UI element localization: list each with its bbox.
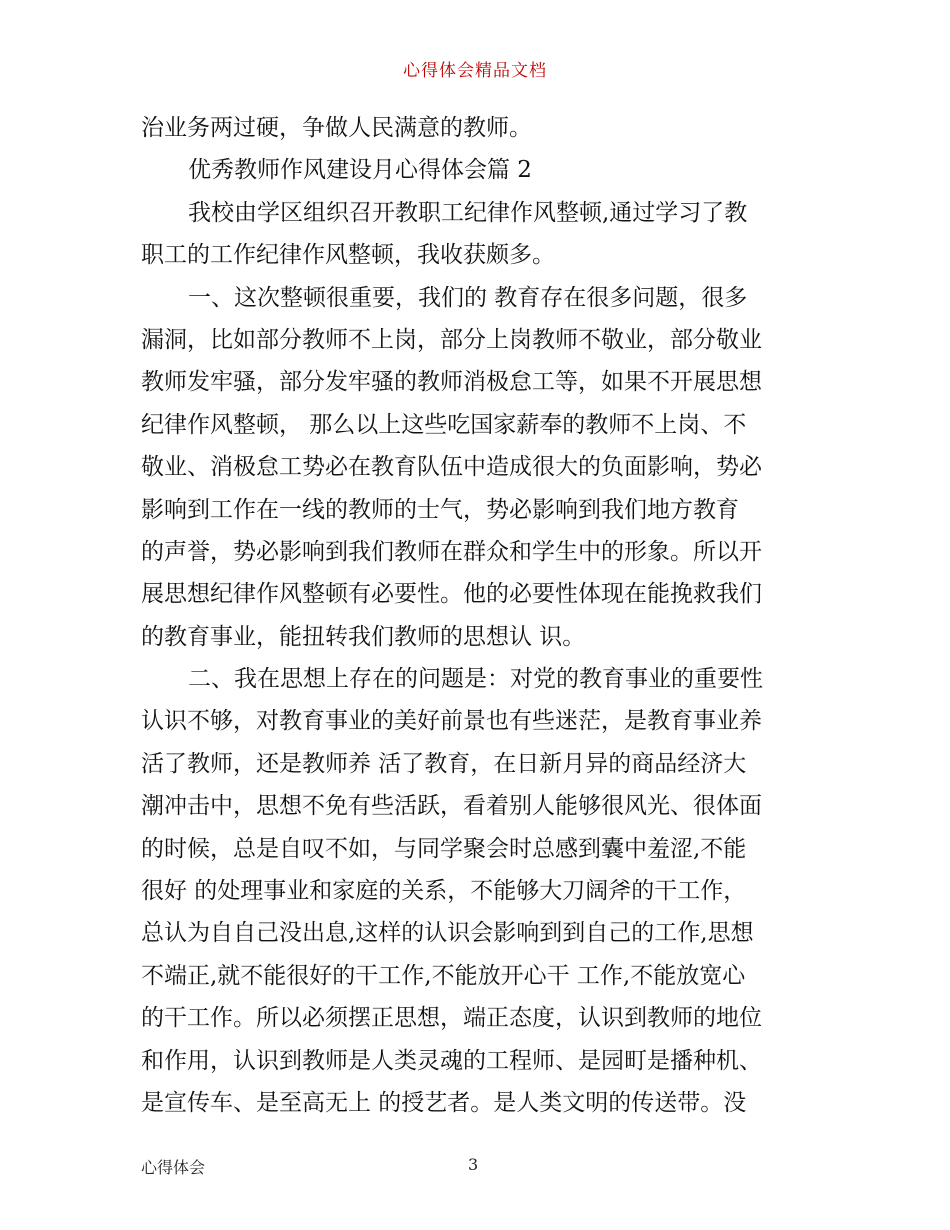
body-line: 的时候，总是自叹不如，与同学聚会时总感到囊中羞涩,不能	[141, 835, 747, 862]
body-line: 教师发牢骚，部分发牢骚的教师消极怠工等，如果不开展思想	[141, 369, 762, 396]
body-line: 不端正,就不能很好的干工作,不能放开心干 工作,不能放宽心	[141, 962, 746, 989]
body-line: 我校由学区组织召开教职工纪律作风整顿,通过学习了教	[188, 199, 748, 226]
body-line: 二、我在思想上存在的问题是：对党的教育事业的重要性	[188, 666, 763, 693]
body-line: 活了教师，还是教师养 活了教育，在日新月异的商品经济大	[141, 750, 747, 777]
body-line: 纪律作风整顿， 那么以上这些吃国家薪奉的教师不上岗、不	[141, 411, 747, 438]
body-line: 潮冲击中，思想不免有些活跃，看着别人能够很风光、很体面	[141, 793, 762, 820]
body-line: 治业务两过硬，争做人民满意的教师。	[141, 115, 532, 141]
body-line: 职工的工作纪律作风整顿，我收获颇多。	[141, 242, 555, 269]
body-line: 漏洞，比如部分教师不上岗，部分上岗教师不敬业，部分敬业	[141, 326, 762, 353]
body-line: 影响到工作在一线的教师的士气，势必影响到我们地方教育	[141, 496, 739, 523]
body-line: 是宣传车、是至高无上 的授艺者。是人类文明的传送带。没	[141, 1089, 747, 1116]
section-heading: 优秀教师作风建设月心得体会篇 2	[188, 157, 532, 184]
footer-label: 心得体会	[141, 1158, 206, 1177]
body-line: 展思想纪律作风整顿有必要性。他的必要性体现在能挽救我们	[141, 581, 762, 608]
body-line: 的声誉，势必影响到我们教师在群众和学生中的形象。所以开	[141, 538, 762, 565]
body-line: 总认为自自己没出息,这样的认识会影响到到自己的工作,思想	[141, 920, 754, 947]
document-header-title: 心得体会精品文档	[403, 61, 547, 81]
body-line: 一、这次整顿很重要，我们的 教育存在很多问题，很多	[188, 284, 748, 311]
page-number: 3	[468, 1155, 479, 1174]
body-line: 认识不够，对教育事业的美好前景也有些迷茫，是教育事业养	[141, 708, 762, 735]
document-body	[141, 107, 813, 1124]
body-line: 和作用，认识到教师是人类灵魂的工程师、是园町是播种机、	[141, 1047, 762, 1074]
body-line: 敬业、消极怠工势必在教育队伍中造成很大的负面影响，势必	[141, 454, 762, 481]
body-line: 的干工作。所以必须摆正思想，端正态度，认识到教师的地位	[141, 1005, 762, 1032]
body-line: 的教育事业，能扭转我们教师的思想认 识。	[141, 623, 586, 650]
body-line: 很好 的处理事业和家庭的关系，不能够大刀阔斧的干工作，	[141, 878, 747, 905]
